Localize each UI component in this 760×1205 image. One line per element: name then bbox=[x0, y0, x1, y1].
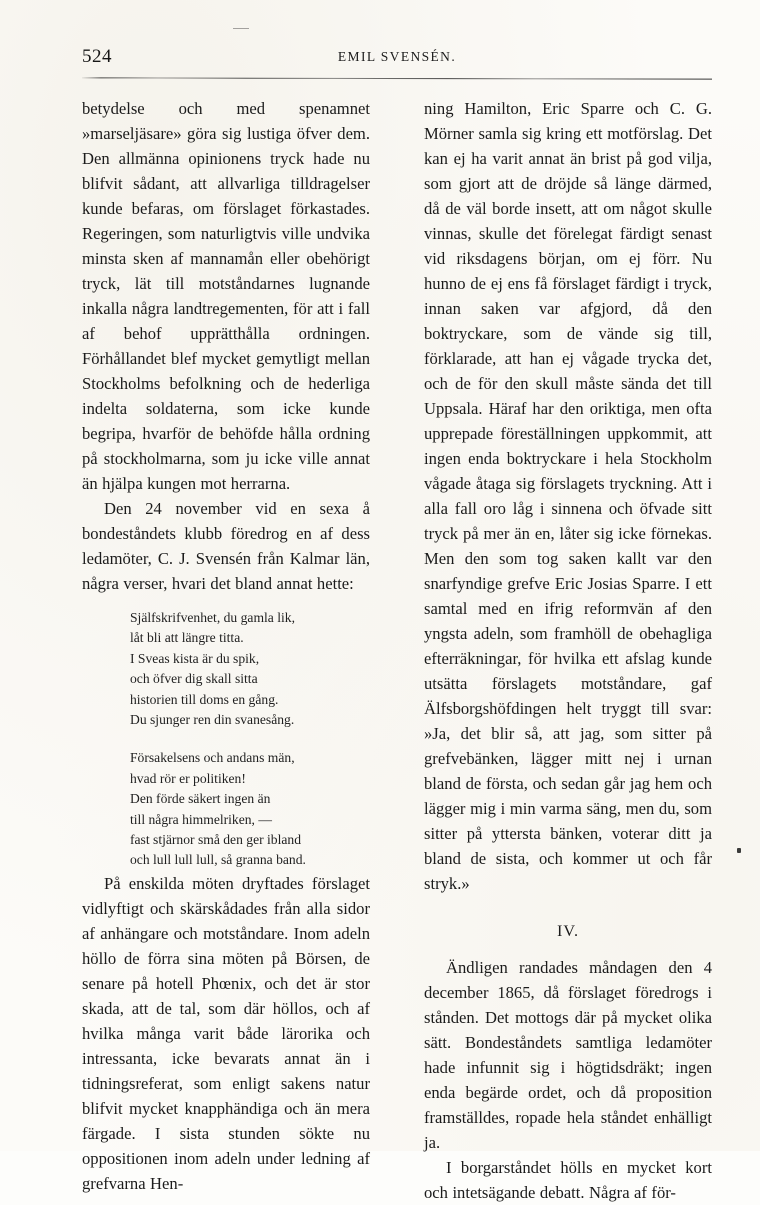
verse-line: och öfver dig skall sitta bbox=[130, 671, 258, 687]
paragraph: I borgarståndet hölls en mycket kort och intetsägande debatt. Några af för- bbox=[424, 1158, 712, 1202]
paragraph: På enskilda möten dryftades förslaget vidlyftigt och skärskådades från alla sidor af anhängare och motståndare. Inom adeln höllo de förra sina möten på Börsen, de senare på hotell Phœnix, och det är stor skada, att de tal, som där höllos, och af hvilka många varit både lärorika och intressanta, icke bevarats annat än i tidningsreferat, som enligt sakens natur blifvit mycket knapphändiga och än mera färgade. I sista stunden sökte nu oppositionen inom adeln under ledning af grefvarna Hen- bbox=[82, 873, 370, 1193]
verse-line: I Sveas kista är du spik, bbox=[130, 650, 260, 666]
verse-line: historien till doms en gång. bbox=[130, 691, 279, 707]
paragraph: Ändligen randades måndagen den 4 december 1865, då förslaget föredrogs i stånden. Det mottogs där på mycket olika sätt. Bondeståndets samtliga ledamöter hade infunnit sig i högtidsdräkt; ingen enda begärde ordet, och då proposition framställdes, ropade hela ståndet enhälligt ja. bbox=[424, 958, 712, 1152]
section-heading: IV. bbox=[556, 922, 580, 940]
verse-line: fast stjärnor små den ger ibland bbox=[130, 832, 302, 848]
verse-line: och lull lull lull, så granna band. bbox=[130, 852, 306, 868]
left-column bbox=[82, 96, 370, 1196]
page-header bbox=[82, 46, 712, 72]
verse-line: Den förde säkert ingen än bbox=[130, 791, 271, 807]
header-divider-rule bbox=[82, 77, 712, 79]
page-number: 524 bbox=[82, 46, 112, 67]
verse-line: Försakelsens och andans män, bbox=[130, 750, 295, 766]
verse-line: hvad rör er politiken! bbox=[130, 770, 246, 786]
ink-speck bbox=[737, 848, 741, 853]
running-title: EMIL SVENSÉN. bbox=[337, 49, 457, 64]
paragraph: Den 24 november vid en sexa å bondeståndets klubb föredrog en af dess ledamöter, C. J. Svensén från Kalmar län, några verser, hvari det bland annat hette: bbox=[82, 499, 370, 593]
verse-stanza bbox=[130, 748, 370, 870]
paragraph: ning Hamilton, Eric Sparre och C. G. Mörner samla sig kring ett motförslag. Det kan ej ha varit annat än brist på god vilja, som gjort att de dröjde så länge därmed, då de väl borde insett, att om något skulle vinnas, skulle det förelegat färdigt senast vid riksdagens början, om ej förr. Nu hunno de ej ens få förslaget färdigt i tryck, innan saken var afgjord, då den boktryckare, som de vände sig till, förklarade, att han ej vågade trycka det, och de för den skull måste sända det till Uppsala. Häraf har den oriktiga, men ofta upprepade föreställningen uppkommit, att ingen enda boktryckare i hela Stockholm vågade åtaga sig förslagets tryckning. Att i alla fall oro låg i sinnena och öfvade sitt tryck på mer än en, låter sig icke förnekas. Men den som tog saken kallt var den snarfyndige grefve Eric Josias Sparre. I ett samtal med en ifrig reformvän af den yngsta adeln, som framhöll de obehagliga efterräkningar, för hvilka ett afslag kunde utsätta förslagets motståndare, gaf Älfsborgshöfdingen helt tryggt till svar: »Ja, det blir så, att jag, som sitter på grefvebänken, lägger mitt nej i urnan bland de första, och sedan går jag hem och lägger mig i min varma säng, men du, som sitter på yttersta bänken, voterar ditt ja bland de sista, och kommer ut och får stryk.» bbox=[424, 99, 712, 893]
verse-stanza bbox=[130, 608, 370, 730]
verse-line: Du sjunger ren din svanesång. bbox=[130, 712, 295, 728]
verse-line: låt bli att längre titta. bbox=[130, 630, 244, 646]
two-column-text-body bbox=[82, 96, 712, 1202]
verse-line: till några himmelriken, — bbox=[130, 811, 272, 827]
right-column bbox=[424, 96, 712, 1205]
paragraph: betydelse och med spenamnet »marseljäsare» göra sig lustiga öfver dem. Den allmänna opinionens tryck hade nu blifvit sådant, att allvarliga tilldragelser kunde befaras, om förslaget förkastades. Regeringen, som naturligtvis ville undvika minsta sken af mannamån eller obehörigt tryck, lät till motståndarnes lugnande inkalla några landtregementen, för att i fall af behof upprätthålla ordningen. Förhållandet blef mycket gemytligt mellan Stockholms befolkning och de hederliga indelta soldaterna, som icke kunde begripa, hvarför de behöfde hålla ordning på stockholmarna, som ju icke ville annat än hjälpa kungen mot herrarna. bbox=[82, 99, 370, 493]
verse-block bbox=[82, 608, 370, 871]
scan-edge-mark bbox=[233, 28, 249, 29]
verse-line: Själfskrifvenhet, du gamla lik, bbox=[130, 610, 295, 625]
